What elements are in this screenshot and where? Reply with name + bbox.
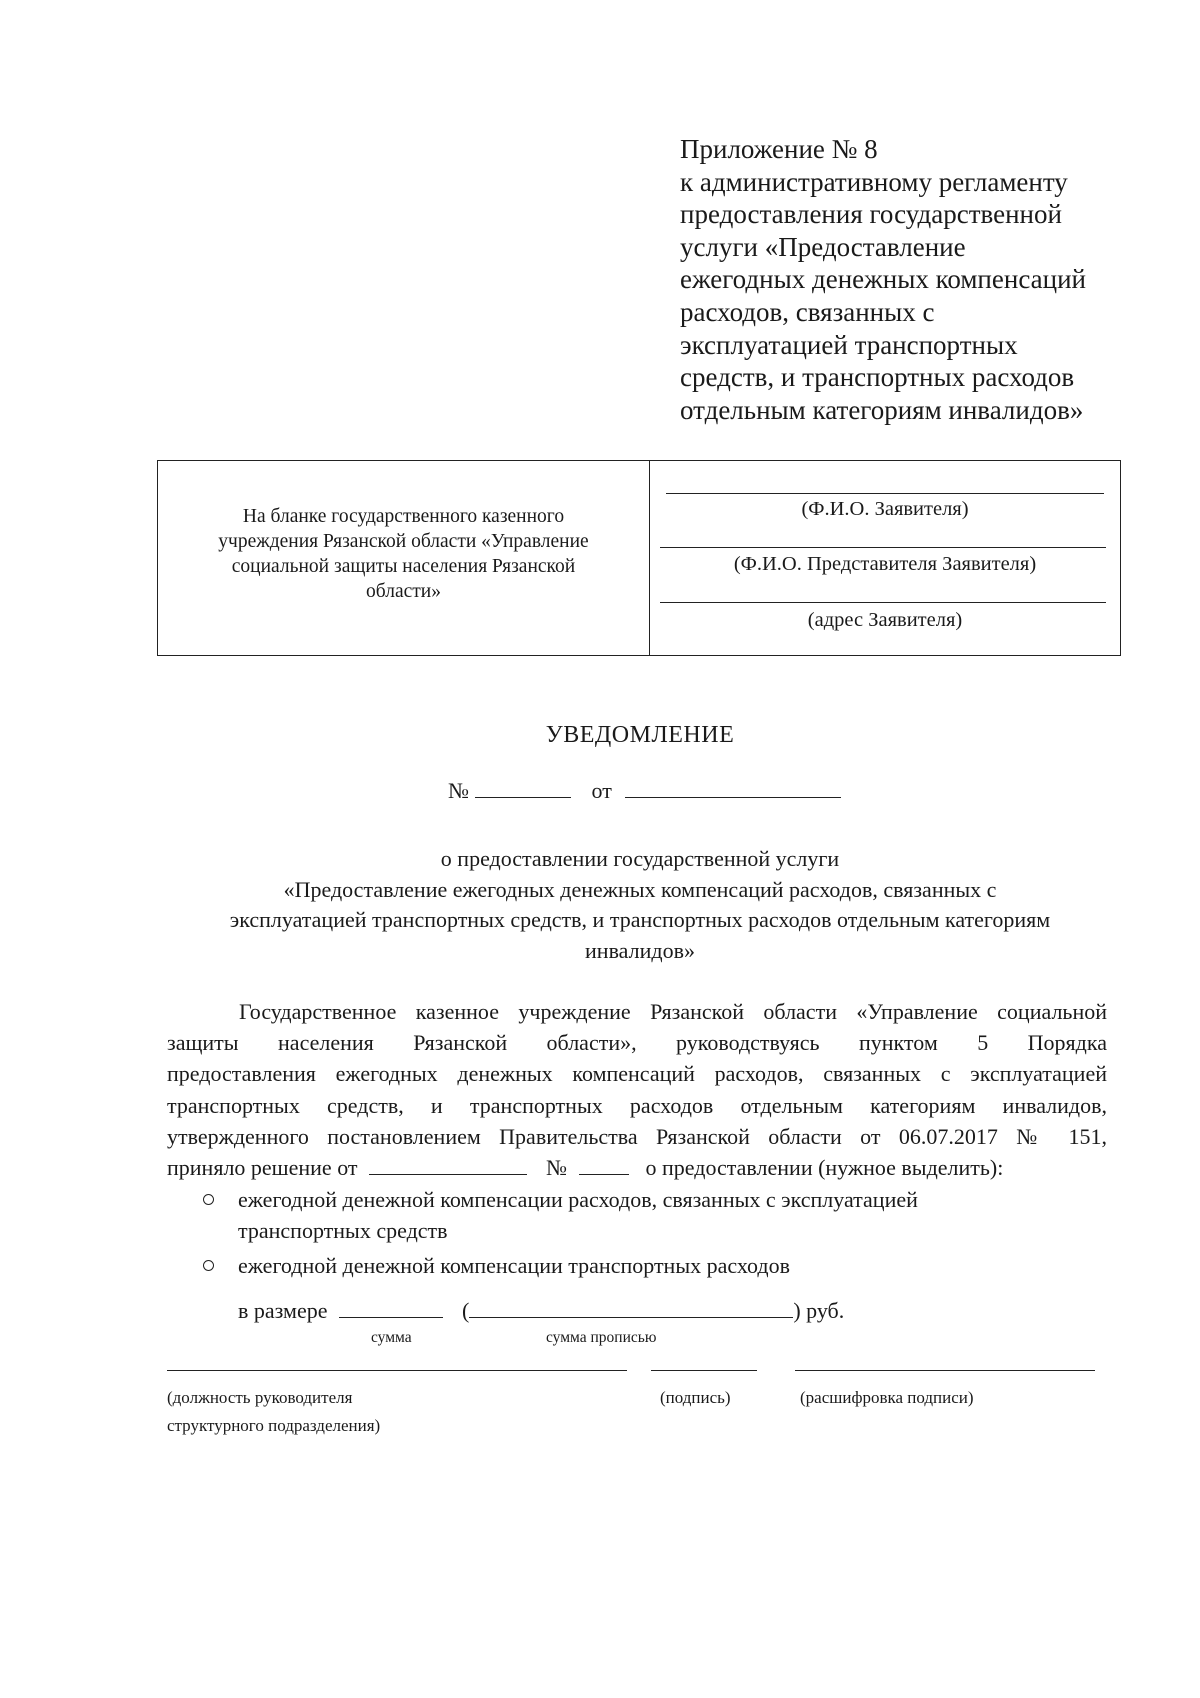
applicant-address-line[interactable] bbox=[660, 602, 1106, 603]
option-radio-icon[interactable] bbox=[203, 1194, 214, 1205]
sum-caption: сумма bbox=[371, 1329, 412, 1346]
subject-line: «Предоставление ежегодных денежных компенсаций расходов, связанных с bbox=[283, 876, 997, 902]
subject-line: о предоставлении государственной услуги bbox=[440, 846, 840, 871]
sum-words-caption: сумма прописью bbox=[546, 1329, 657, 1346]
letterhead-line: учреждения Рязанской области «Управление bbox=[218, 531, 589, 552]
option-text: транспортных средств bbox=[238, 1218, 448, 1243]
body-line: транспортных средств, и транспортных расходов отдельным категориям инвалидов, bbox=[167, 1092, 1107, 1118]
position-signature-line[interactable] bbox=[167, 1370, 627, 1371]
amount-open-paren: ( bbox=[461, 1298, 470, 1323]
appendix-line: услуги «Предоставление bbox=[680, 231, 966, 262]
decision-line bbox=[167, 1152, 1107, 1183]
letterhead-line: На бланке государственного казенного bbox=[242, 506, 565, 527]
appendix-line: средств, и транспортных расходов bbox=[680, 362, 1075, 393]
decision-prefix: приняло решение от bbox=[167, 1155, 358, 1181]
signature-decoding-line[interactable] bbox=[795, 1370, 1095, 1371]
number-label: № bbox=[448, 778, 469, 803]
applicant-name-line[interactable] bbox=[666, 493, 1104, 494]
appendix-line: к административному регламенту bbox=[680, 166, 1068, 197]
appendix-line: предоставления государственной bbox=[680, 199, 1062, 230]
appendix-line: расходов, связанных с bbox=[680, 296, 935, 327]
date-label: от bbox=[591, 778, 612, 803]
amount-line bbox=[238, 1298, 844, 1324]
notice-subject bbox=[160, 844, 1120, 966]
body-line: Государственное казенное учреждение Рязанской области «Управление социальной bbox=[239, 999, 1107, 1024]
notice-date-field[interactable] bbox=[625, 779, 841, 798]
amount-sum-field[interactable] bbox=[339, 1299, 443, 1318]
applicant-address-caption: (адрес Заявителя) bbox=[807, 609, 963, 631]
subject-line: эксплуатацией транспортных средств, и транспортных расходов отдельным категориям bbox=[229, 907, 1051, 932]
letterhead-line: области» bbox=[366, 581, 441, 602]
decision-suffix: о предоставлении (нужное выделить): bbox=[645, 1155, 1004, 1181]
signature-caption: (подпись) bbox=[660, 1388, 731, 1407]
subject-line: инвалидов» bbox=[585, 937, 695, 963]
option-text: ежегодной денежной компенсации расходов, связанных с эксплуатацией bbox=[238, 1187, 918, 1212]
body-line: предоставления ежегодных денежных компенсаций расходов, связанных с эксплуатацией bbox=[167, 1061, 1107, 1087]
signature-line[interactable] bbox=[651, 1370, 757, 1371]
header-table bbox=[157, 460, 1121, 656]
recipient-cell bbox=[650, 461, 1120, 655]
amount-prefix: в размере bbox=[238, 1298, 328, 1323]
applicant-name-caption: (Ф.И.О. Заявителя) bbox=[801, 498, 969, 520]
option-radio-icon[interactable] bbox=[203, 1260, 214, 1271]
appendix-block bbox=[680, 133, 1120, 426]
decision-number-label: № bbox=[546, 1155, 568, 1181]
body-line: защиты населения Рязанской области», руководствуясь пунктом 5 Порядка bbox=[167, 1030, 1107, 1056]
decision-date-field[interactable] bbox=[369, 1158, 527, 1175]
representative-name-line[interactable] bbox=[660, 547, 1106, 548]
position-caption-line: структурного подразделения) bbox=[167, 1416, 381, 1435]
decoding-caption: (расшифровка подписи) bbox=[800, 1388, 974, 1407]
body-line: утвержденного постановлением Правительства Рязанской области от 06.07.2017 № 151, bbox=[167, 1123, 1107, 1149]
notice-title: УВЕДОМЛЕНИЕ bbox=[545, 722, 735, 748]
representative-name-caption: (Ф.И.О. Представителя Заявителя) bbox=[733, 553, 1037, 575]
appendix-line: отдельным категориям инвалидов» bbox=[680, 394, 1084, 425]
position-caption-line: (должность руководителя bbox=[167, 1388, 353, 1407]
appendix-line: Приложение № 8 bbox=[680, 134, 878, 164]
decision-number-field[interactable] bbox=[579, 1158, 629, 1175]
body-paragraph bbox=[167, 996, 1107, 1183]
notice-number-date bbox=[448, 778, 841, 804]
option-text: ежегодной денежной компенсации транспортных расходов bbox=[238, 1253, 790, 1278]
letterhead-line: социальной защиты населения Рязанской bbox=[231, 556, 576, 577]
amount-suffix: ) руб. bbox=[793, 1298, 845, 1323]
amount-words-field[interactable] bbox=[469, 1299, 793, 1318]
letterhead-cell bbox=[158, 461, 649, 655]
appendix-line: эксплуатацией транспортных bbox=[680, 329, 1018, 360]
appendix-line: ежегодных денежных компенсаций bbox=[680, 264, 1086, 295]
notice-number-field[interactable] bbox=[475, 779, 571, 798]
position-caption bbox=[167, 1384, 380, 1440]
